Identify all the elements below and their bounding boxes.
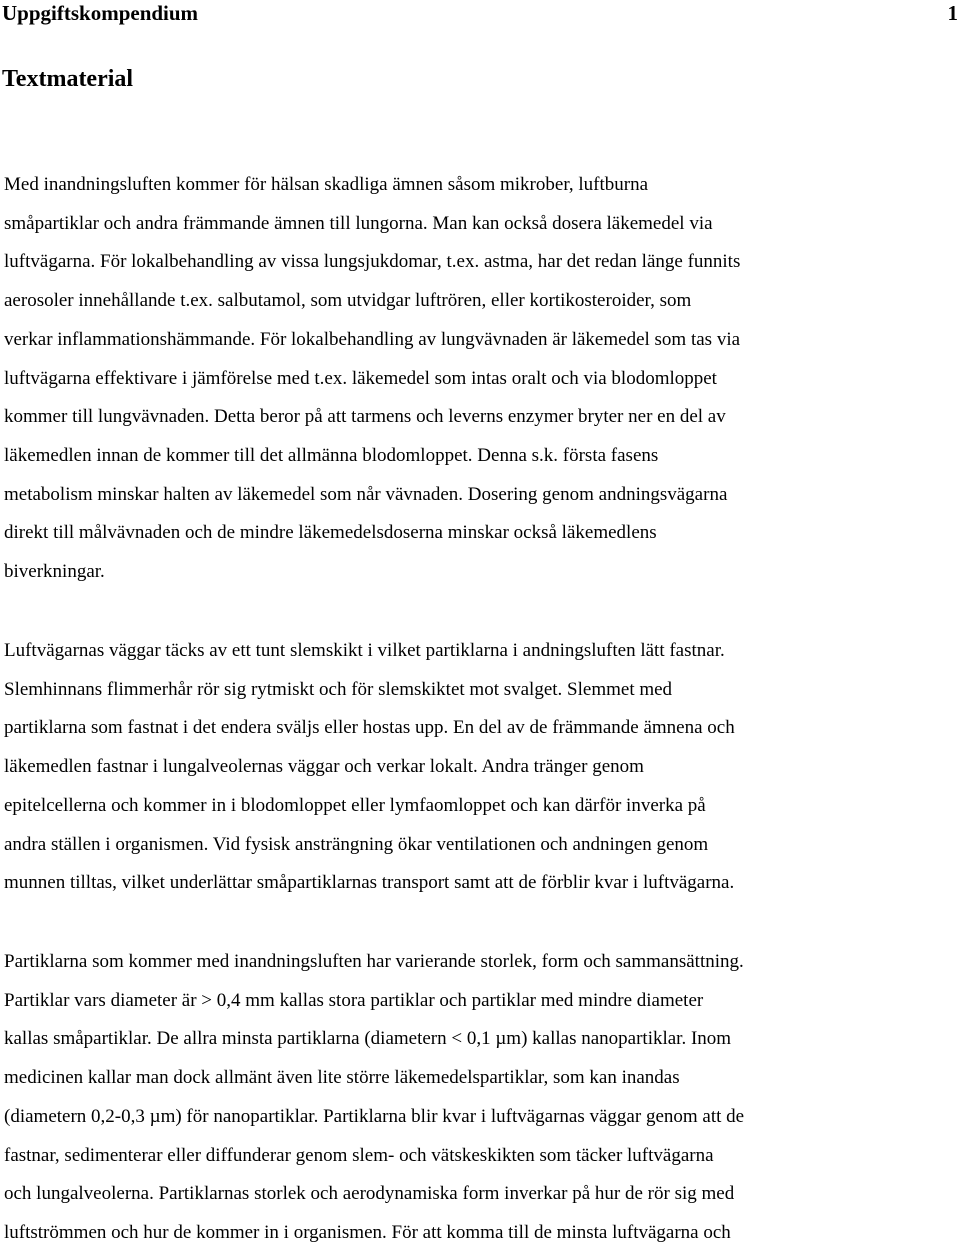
text-line: biverkningar. bbox=[4, 561, 105, 583]
text-line: verkar inflammationshämmande. För lokalbehandling av lungvävnaden är läkemedel som tas via bbox=[4, 328, 741, 350]
document-title: Uppgiftskompendium bbox=[2, 1, 199, 25]
text-line: luftvägarna effektivare i jämförelse med t.ex. läkemedel som intas oralt och via blodomloppet bbox=[4, 367, 717, 389]
text-line: luftströmmen och hur de kommer in i organismen. För att komma till de minsta luftvägarna och bbox=[4, 1221, 731, 1243]
text-line: läkemedlen fastnar i lungalveolernas väggar och verkar lokalt. Andra tränger genom bbox=[4, 756, 644, 778]
page-header bbox=[2, 0, 958, 26]
text-line: direkt till målvävnaden och de mindre läkemedelsdoserna minskar också läkemedlens bbox=[4, 522, 657, 544]
text-line: Partiklarna som kommer med inandningsluften har varierande storlek, form och sammansättning. bbox=[4, 951, 744, 972]
text-line: och lungalveolerna. Partiklarnas storlek och aerodynamiska form inverkar på hur de rör sig med bbox=[4, 1183, 735, 1205]
text-line: småpartiklar och andra främmande ämnen till lungorna. Man kan också dosera läkemedel via bbox=[4, 212, 713, 234]
text-line: Partiklar vars diameter är > 0,4 mm kallas stora partiklar och partiklar med mindre diameter bbox=[4, 989, 704, 1011]
text-line: epitelcellerna och kommer in i blodomloppet eller lymfaomloppet och kan därför inverka på bbox=[4, 794, 706, 816]
text-line: kallas småpartiklar. De allra minsta partiklarna (diametern < 0,1 µm) kallas nanopartiklar. Inom bbox=[4, 1028, 732, 1050]
text-line: medicinen kallar man dock allmänt även lite större läkemedelspartiklar, som kan inandas bbox=[4, 1067, 680, 1089]
paragraph-3 bbox=[4, 943, 954, 1253]
text-line: munnen tilltas, vilket underlättar småpartiklarnas transport samt att de förblir kvar i luftvägarna. bbox=[4, 872, 735, 894]
text-line: fastnar, sedimenterar eller diffunderar genom slem- och vätskeskikten som täcker luftvägarna bbox=[4, 1144, 714, 1166]
text-line: partiklarna som fastnat i det endera sväljs eller hostas upp. En del av de främmande ämnena och bbox=[4, 717, 735, 739]
text-line: metabolism minskar halten av läkemedel som når vävnaden. Dosering genom andningsvägarna bbox=[4, 483, 728, 505]
text-line: Med inandningsluften kommer för hälsan skadliga ämnen såsom mikrober, luftburna bbox=[4, 174, 649, 195]
text-line: kommer till lungvävnaden. Detta beror på att tarmens och leverns enzymer bryter ner en del av bbox=[4, 406, 726, 428]
text-line: aerosoler innehållande t.ex. salbutamol, som utvidgar luftrören, eller kortikosteroider, som bbox=[4, 290, 692, 312]
text-line: (diametern 0,2-0,3 µm) för nanopartiklar. Partiklarna blir kvar i luftvägarnas väggar genom att de bbox=[4, 1105, 745, 1127]
text-line: Luftvägarnas väggar täcks av ett tunt slemskikt i vilket partiklarna i andningsluften lätt fastnar. bbox=[4, 640, 725, 661]
text-line: luftvägarna. För lokalbehandling av vissa lungsjukdomar, t.ex. astma, har det redan länge funnits bbox=[4, 251, 741, 273]
text-line: läkemedlen innan de kommer till det allmänna blodomloppet. Denna s.k. första fasens bbox=[4, 444, 659, 466]
text-line: andra ställen i organismen. Vid fysisk ansträngning ökar ventilationen och andningen genom bbox=[4, 833, 709, 855]
page-number: 1 bbox=[947, 1, 958, 25]
section-heading: Textmaterial bbox=[2, 66, 134, 92]
paragraph-2 bbox=[4, 632, 954, 903]
text-line: Slemhinnans flimmerhår rör sig rytmiskt och för slemskiktet mot svalget. Slemmet med bbox=[4, 678, 673, 700]
paragraph-1 bbox=[4, 166, 954, 592]
